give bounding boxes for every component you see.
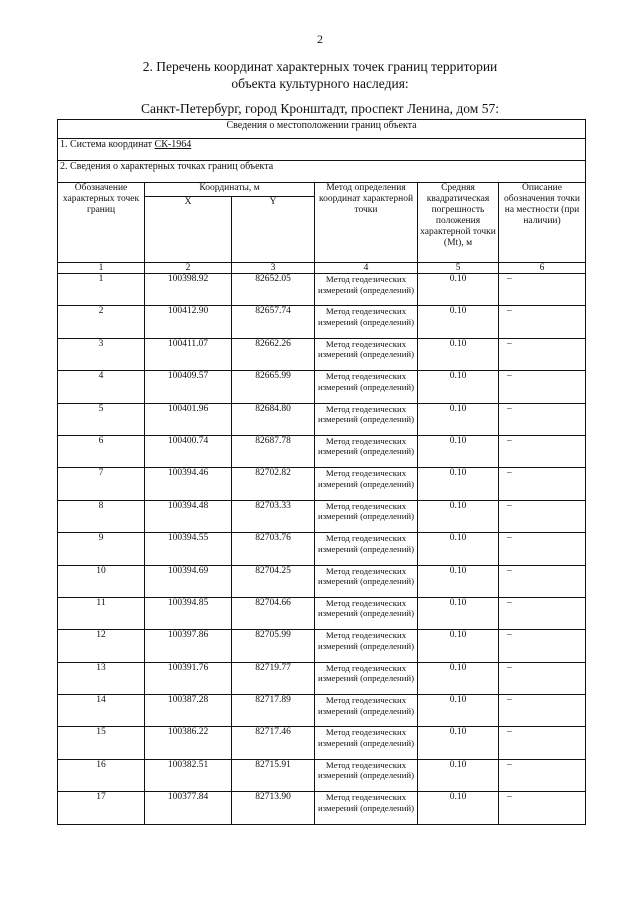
table-row: [58, 435, 586, 467]
coordinate-x: 100382.51: [145, 759, 232, 791]
coordinate-x: 100412.90: [145, 306, 232, 338]
coordinate-x: 100401.96: [145, 403, 232, 435]
header-method: Метод определения координат характерной точки: [315, 183, 418, 263]
accuracy-cell: 0.10: [418, 792, 499, 824]
accuracy-cell: 0.10: [418, 403, 499, 435]
point-number: 14: [58, 695, 145, 727]
page-number: 2: [317, 32, 323, 46]
description-cell: –: [499, 597, 586, 629]
point-number: 2: [58, 306, 145, 338]
column-number: 5: [418, 263, 499, 274]
coordinate-x: 100394.55: [145, 533, 232, 565]
method-cell: Метод геодезических измерений (определений): [315, 759, 418, 791]
header-x: X: [145, 197, 232, 263]
table-row: [58, 759, 586, 791]
coordinate-system-label: 1. Система координат: [60, 139, 155, 150]
column-number: 4: [315, 263, 418, 274]
method-cell: Метод геодезических измерений (определений): [315, 727, 418, 759]
point-number: 6: [58, 435, 145, 467]
point-number: 10: [58, 565, 145, 597]
description-cell: –: [499, 371, 586, 403]
header-description: Описание обозначения точки на местности (при наличии): [499, 183, 586, 263]
coordinate-y: 82717.89: [232, 695, 315, 727]
description-cell: –: [499, 630, 586, 662]
coordinate-x: 100409.57: [145, 371, 232, 403]
table-row: [58, 695, 586, 727]
accuracy-cell: 0.10: [418, 695, 499, 727]
description-cell: –: [499, 565, 586, 597]
coordinate-y: 82684.80: [232, 403, 315, 435]
point-number: 4: [58, 371, 145, 403]
method-cell: Метод геодезических измерений (определений): [315, 306, 418, 338]
coordinate-y: 82652.05: [232, 274, 315, 306]
table-row: [58, 468, 586, 500]
coordinate-y: 82665.99: [232, 371, 315, 403]
accuracy-cell: 0.10: [418, 306, 499, 338]
point-number: 1: [58, 274, 145, 306]
accuracy-cell: 0.10: [418, 468, 499, 500]
point-number: 13: [58, 662, 145, 694]
description-cell: –: [499, 792, 586, 824]
description-cell: –: [499, 338, 586, 370]
accuracy-cell: 0.10: [418, 662, 499, 694]
table-row: [58, 274, 586, 306]
header-accuracy: Средняя квадратическая погрешность положения характерной точки (Mt), м: [418, 183, 499, 263]
table-row: [58, 597, 586, 629]
point-number: 5: [58, 403, 145, 435]
point-number: 15: [58, 727, 145, 759]
accuracy-cell: 0.10: [418, 274, 499, 306]
method-cell: Метод геодезических измерений (определений): [315, 533, 418, 565]
coordinate-system-row: [58, 139, 586, 161]
points-title: 2. Сведения о характерных точках границ объекта: [58, 161, 586, 183]
coordinate-x: 100391.76: [145, 662, 232, 694]
method-cell: Метод геодезических измерений (определений): [315, 403, 418, 435]
coordinate-x: 100394.48: [145, 500, 232, 532]
coordinate-x: 100387.28: [145, 695, 232, 727]
point-number: 17: [58, 792, 145, 824]
coordinate-x: 100400.74: [145, 435, 232, 467]
accuracy-cell: 0.10: [418, 500, 499, 532]
accuracy-cell: 0.10: [418, 597, 499, 629]
point-number: 11: [58, 597, 145, 629]
method-cell: Метод геодезических измерений (определений): [315, 371, 418, 403]
coordinate-y: 82715.91: [232, 759, 315, 791]
description-cell: –: [499, 468, 586, 500]
method-cell: Метод геодезических измерений (определений): [315, 500, 418, 532]
coordinate-x: 100386.22: [145, 727, 232, 759]
coordinate-system-name: СК-1964: [154, 139, 192, 150]
description-cell: –: [499, 533, 586, 565]
coordinate-y: 82657.74: [232, 306, 315, 338]
document-title: [0, 58, 640, 92]
coordinate-y: 82717.46: [232, 727, 315, 759]
point-number: 12: [58, 630, 145, 662]
title-line-2: объекта культурного наследия:: [231, 76, 409, 91]
description-cell: –: [499, 403, 586, 435]
coordinate-x: 100377.84: [145, 792, 232, 824]
section-title-row: [58, 120, 586, 139]
table-row: [58, 371, 586, 403]
accuracy-cell: 0.10: [418, 338, 499, 370]
table-row: [58, 727, 586, 759]
header-y: Y: [232, 197, 315, 263]
description-cell: –: [499, 727, 586, 759]
accuracy-cell: 0.10: [418, 630, 499, 662]
coordinate-y: 82705.99: [232, 630, 315, 662]
coordinate-y: 82713.90: [232, 792, 315, 824]
description-cell: –: [499, 435, 586, 467]
coordinate-x: 100411.07: [145, 338, 232, 370]
table-row: [58, 792, 586, 824]
accuracy-cell: 0.10: [418, 533, 499, 565]
header-point: Обозначение характерных точек границ: [58, 183, 145, 263]
table-row: [58, 533, 586, 565]
coordinate-y: 82703.76: [232, 533, 315, 565]
accuracy-cell: 0.10: [418, 435, 499, 467]
table-row: [58, 565, 586, 597]
table-row: [58, 403, 586, 435]
description-cell: –: [499, 662, 586, 694]
method-cell: Метод геодезических измерений (определений): [315, 792, 418, 824]
coordinate-system-cell: [58, 139, 586, 161]
description-cell: –: [499, 500, 586, 532]
description-cell: –: [499, 759, 586, 791]
point-number: 7: [58, 468, 145, 500]
column-numbers-row: [58, 263, 586, 274]
column-number: 1: [58, 263, 145, 274]
coordinate-y: 82662.26: [232, 338, 315, 370]
title-line-1: 2. Перечень координат характерных точек границ территории: [142, 59, 498, 74]
accuracy-cell: 0.10: [418, 759, 499, 791]
description-cell: –: [499, 274, 586, 306]
table-row: [58, 306, 586, 338]
coordinate-x: 100394.46: [145, 468, 232, 500]
description-cell: –: [499, 306, 586, 338]
header-coords: Координаты, м: [145, 183, 315, 197]
coordinates-table: [57, 119, 586, 825]
accuracy-cell: 0.10: [418, 565, 499, 597]
point-number: 3: [58, 338, 145, 370]
coordinate-y: 82687.78: [232, 435, 315, 467]
coordinate-y: 82704.66: [232, 597, 315, 629]
method-cell: Метод геодезических измерений (определений): [315, 435, 418, 467]
accuracy-cell: 0.10: [418, 371, 499, 403]
point-number: 8: [58, 500, 145, 532]
column-number: 3: [232, 263, 315, 274]
table-row: [58, 500, 586, 532]
coordinate-x: 100394.85: [145, 597, 232, 629]
method-cell: Метод геодезических измерений (определений): [315, 468, 418, 500]
method-cell: Метод геодезических измерений (определений): [315, 662, 418, 694]
table-row: [58, 630, 586, 662]
coordinate-x: 100397.86: [145, 630, 232, 662]
method-cell: Метод геодезических измерений (определений): [315, 338, 418, 370]
coordinate-y: 82719.77: [232, 662, 315, 694]
coordinate-x: 100398.92: [145, 274, 232, 306]
coordinate-y: 82702.82: [232, 468, 315, 500]
description-cell: –: [499, 695, 586, 727]
accuracy-cell: 0.10: [418, 727, 499, 759]
column-number: 2: [145, 263, 232, 274]
header-row-1: [58, 183, 586, 197]
point-number: 16: [58, 759, 145, 791]
coordinate-x: 100394.69: [145, 565, 232, 597]
method-cell: Метод геодезических измерений (определений): [315, 565, 418, 597]
point-number: 9: [58, 533, 145, 565]
coordinate-y: 82703.33: [232, 500, 315, 532]
coordinate-y: 82704.25: [232, 565, 315, 597]
method-cell: Метод геодезических измерений (определений): [315, 695, 418, 727]
method-cell: Метод геодезических измерений (определений): [315, 630, 418, 662]
object-address: Санкт-Петербург, город Кронштадт, проспект Ленина, дом 57:: [141, 101, 499, 116]
table-row: [58, 662, 586, 694]
method-cell: Метод геодезических измерений (определений): [315, 597, 418, 629]
section-title: Сведения о местоположении границ объекта: [58, 120, 586, 139]
table-row: [58, 338, 586, 370]
points-title-row: [58, 161, 586, 183]
column-number: 6: [499, 263, 586, 274]
method-cell: Метод геодезических измерений (определений): [315, 274, 418, 306]
